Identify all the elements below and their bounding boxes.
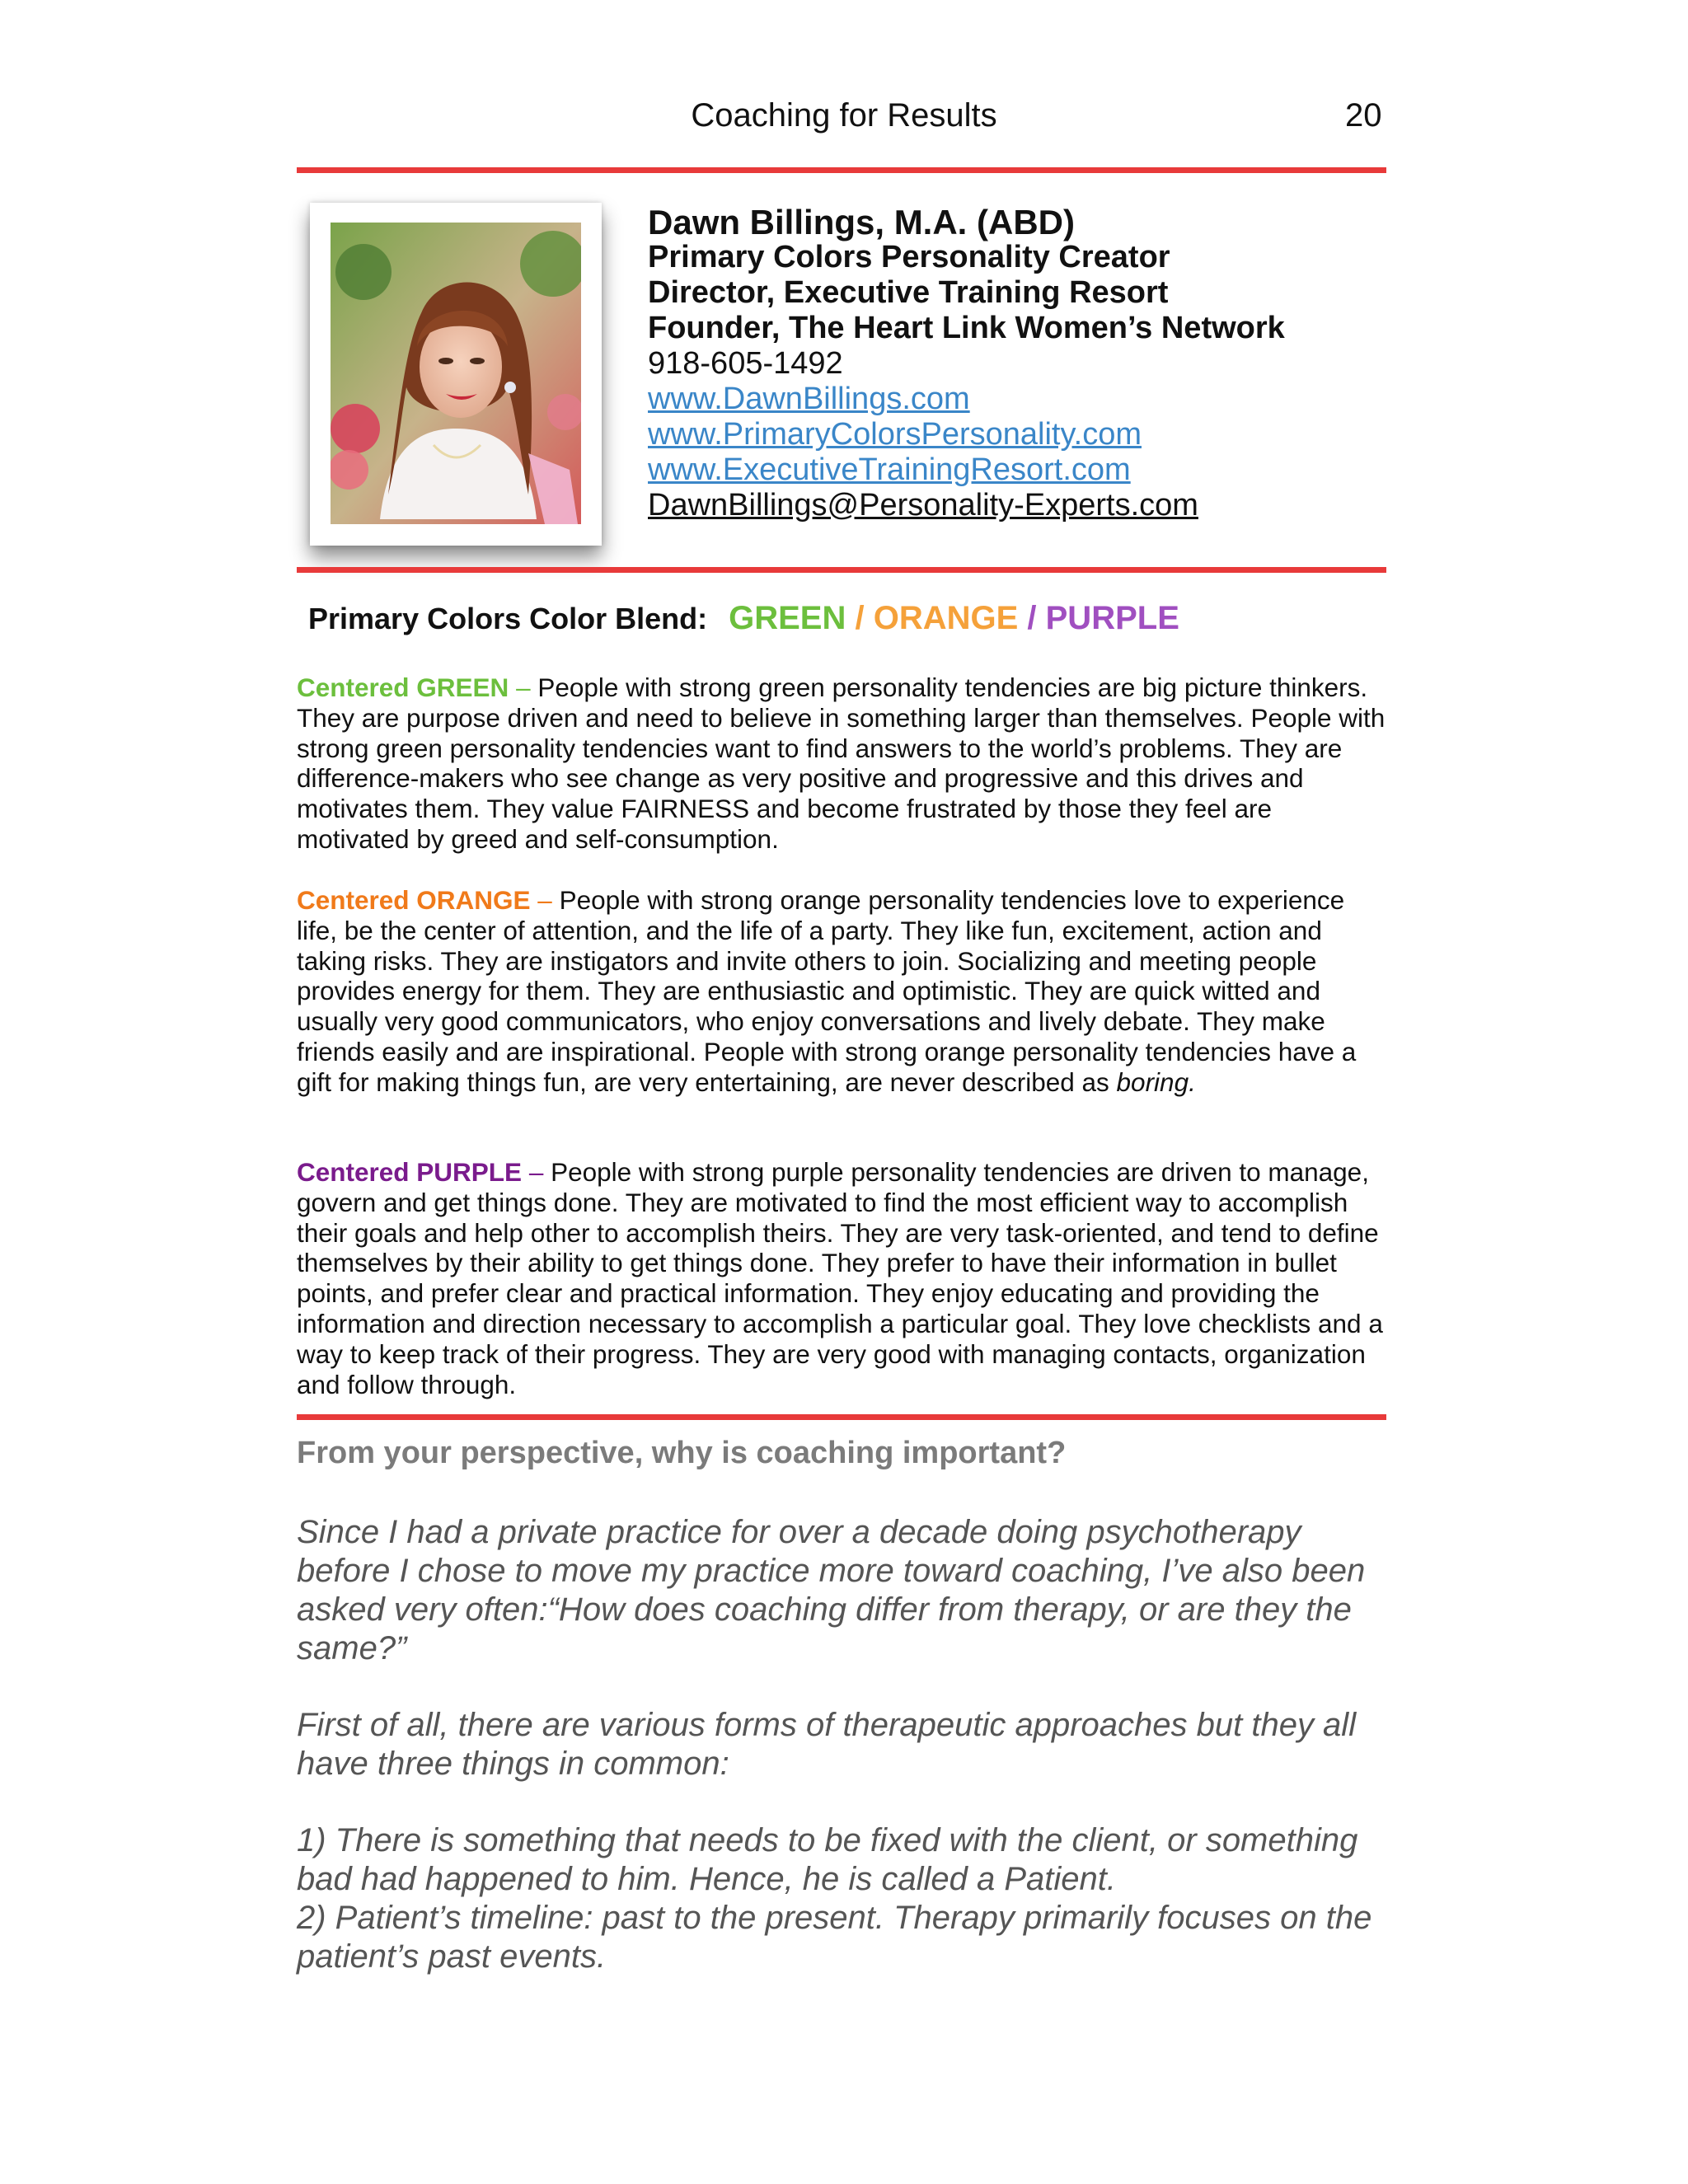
blend-sep-2: /: [1018, 600, 1046, 636]
link-dawn-billings[interactable]: www.DawnBillings.com: [648, 382, 970, 416]
section-green: [297, 673, 1386, 855]
divider-top: [297, 167, 1386, 173]
divider-bottom: [297, 1414, 1386, 1420]
section-purple-dash: –: [522, 1157, 551, 1187]
blend-green: GREEN: [729, 600, 846, 636]
blend-purple: PURPLE: [1045, 600, 1179, 636]
answer-paragraph-1: [297, 1513, 1386, 1668]
link-primary-colors[interactable]: www.PrimaryColorsPersonality.com: [648, 417, 1142, 452]
answer-list: [297, 1821, 1386, 1976]
contact-name: Dawn Billings, M.A. (ABD): [648, 203, 1075, 241]
answer-item-2: 2) Patient’s timeline: past to the present. Therapy primarily focuses on the patient’s past events.: [297, 1900, 1372, 1975]
link-email[interactable]: DawnBillings@Personality-Experts.com: [648, 488, 1198, 523]
header-title: Coaching for Results: [691, 97, 997, 134]
profile-photo: [310, 203, 602, 546]
color-blend: [308, 600, 1179, 637]
link-executive-training[interactable]: www.ExecutiveTrainingResort.com: [648, 452, 1131, 487]
answer-item-1: 1) There is something that needs to be fixed with the client, or something bad had happened to him. Hence, he is called a Patient.: [297, 1822, 1358, 1897]
answer-p1: Since I had a private practice for over a decade doing psychotherapy before I chose to move my practice more toward coaching, I’ve also been asked very often:“How does coaching differ from therapy, or are they the same?”: [297, 1514, 1366, 1666]
answer-paragraph-2: [297, 1706, 1386, 1783]
answer-p2: First of all, there are various forms of therapeutic approaches but they all have three things in common:: [297, 1707, 1357, 1782]
section-green-text: People with strong green personality tendencies are big picture thinkers. They are purpose driven and need to believe in something larger than themselves. People with strong green personality tendencies want to find answers to the world’s problems. They are difference-makers who see change as very positive and progressive and this drives and motivates them. They value FAIRNESS and become frustrated by those they feel are motivated by greed and self-consumption.: [297, 673, 1386, 854]
contact-title-3: Founder, The Heart Link Women’s Network: [648, 311, 1285, 345]
section-orange-dash: –: [530, 885, 560, 915]
color-blend-label: Primary Colors Color Blend:: [308, 602, 708, 635]
section-orange-label: Centered ORANGE: [297, 885, 531, 915]
contact-block: [648, 204, 1373, 523]
section-orange: [297, 885, 1386, 1098]
section-orange-text: People with strong orange personality tendencies love to experience life, be the center of attention, and the life of a party. They like fun, excitement, action and taking risks. They are instigators and invite others to join. Socializing and meeting people provides energy for them. They are enthusiastic and optimistic. They are quick witted and usually very good communicators, who enjoy conversations and lively debate. They make friends easily and are inspirational. People with strong orange personality tendencies have a gift for making things fun, are very entertaining, are never described as: [297, 885, 1357, 1097]
page-number: 20: [1345, 97, 1382, 134]
section-purple-label: Centered PURPLE: [297, 1157, 523, 1187]
section-purple-text: People with strong purple personality tendencies are driven to manage, govern and get things done. They are motivated to find the most efficient way to accomplish their goals and help other to accomplish theirs. They are very task-oriented, and tend to define themselves by their ability to get things done. They prefer to have their information in bullet points, and prefer clear and practical information. They enjoy educating and providing the information and direction necessary to accomplish a particular goal. They love checklists and a way to keep track of their progress. They are very good with managing contacts, organization and follow through.: [297, 1157, 1383, 1399]
blend-orange: ORANGE: [873, 600, 1019, 636]
section-orange-emphasis: boring.: [1116, 1066, 1196, 1097]
divider-mid: [297, 567, 1386, 573]
section-purple: [297, 1157, 1386, 1399]
section-green-dash: –: [509, 673, 538, 702]
blend-sep-1: /: [846, 600, 874, 636]
section-green-label: Centered GREEN: [297, 673, 509, 702]
contact-phone: 918-605-1492: [648, 346, 843, 381]
contact-title-1: Primary Colors Personality Creator: [648, 240, 1170, 274]
contact-title-2: Director, Executive Training Resort: [648, 275, 1169, 310]
interview-question: From your perspective, why is coaching important?: [297, 1436, 1067, 1470]
